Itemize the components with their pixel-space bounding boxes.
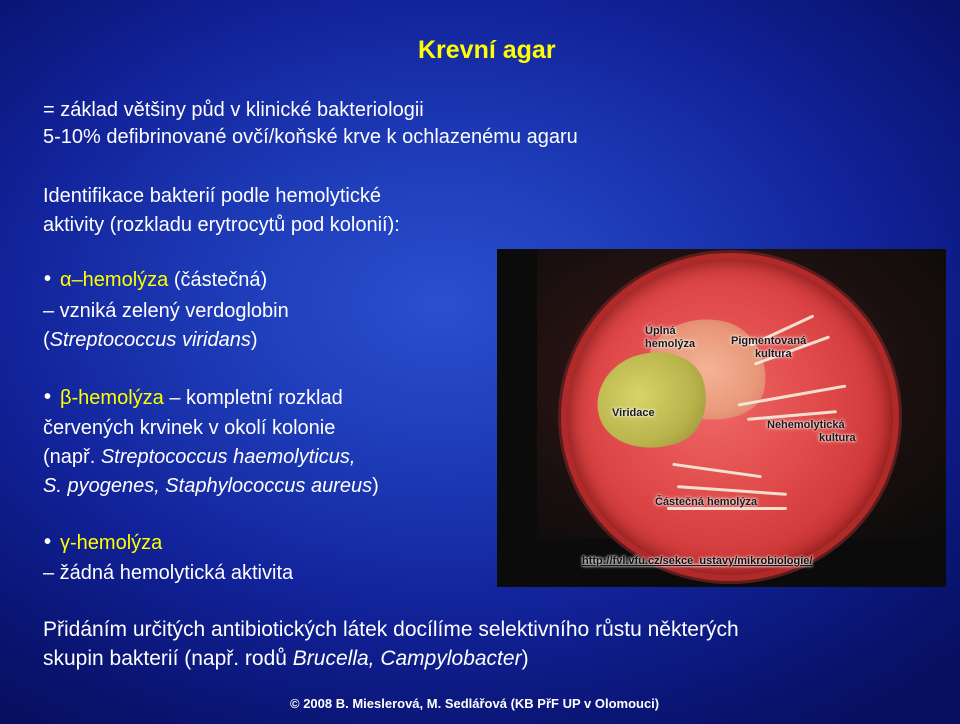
- beta-heading: [60, 386, 343, 410]
- label-uplna: Úplná hemolýza: [645, 325, 696, 350]
- alpha-name: α–hemolýza: [60, 269, 169, 291]
- bullet-gamma: •: [44, 531, 52, 553]
- gamma-heading: [60, 531, 162, 555]
- beta-line-4: S. pyogenes, Staphylococcus aureus): [43, 475, 379, 497]
- gamma-line-2: – žádná hemolytická aktivita: [43, 562, 294, 584]
- gamma-name: γ-hemolýza: [60, 532, 163, 554]
- source-url[interactable]: http://fvl.vfu.cz/sekce_ustavy/mikrobiologie/: [582, 555, 813, 567]
- conclusion-line-2: skupin bakterií (např. rodů Brucella, Campylobacter): [43, 647, 529, 670]
- alpha-qualifier: (částečná): [168, 269, 268, 291]
- identification-line-1: Identifikace bakterií podle hemolytické: [43, 185, 381, 207]
- slide-title: Krevní agar: [418, 36, 556, 64]
- beta-line-2: červených krvinek v okolí kolonie: [43, 417, 336, 439]
- label-viridace: Viridace: [612, 407, 655, 419]
- alpha-line-2: – vzniká zelený verdoglobin: [43, 300, 289, 322]
- bullet-alpha: •: [44, 268, 52, 290]
- alpha-line-3: (Streptococcus viridans): [43, 329, 258, 351]
- conclusion-line-1: Přidáním určitých antibiotických látek docílíme selektivního růstu některých: [43, 618, 739, 641]
- alpha-heading: [60, 268, 267, 292]
- beta-rest: – kompletní rozklad: [163, 387, 343, 409]
- label-pigment: Pigmentovaná kultura: [731, 335, 807, 360]
- beta-line-3: (např. Streptococcus haemolyticus,: [43, 446, 356, 468]
- blood-agar-photo: [497, 249, 946, 587]
- intro-line-1: = základ většiny půd v klinické bakteriologii: [43, 99, 424, 121]
- copyright-footer: © 2008 B. Mieslerová, M. Sedlářová (KB PřF UP v Olomouci): [290, 696, 660, 711]
- bullet-beta: •: [44, 386, 52, 408]
- identification-line-2: aktivity (rozkladu erytrocytů pod kolonií):: [43, 214, 400, 236]
- intro-line-2: 5-10% defibrinované ovčí/koňské krve k ochlazenému agaru: [43, 126, 578, 148]
- beta-species-1: Streptococcus haemolyticus,: [100, 446, 356, 468]
- beta-name: β-hemolýza: [60, 387, 164, 409]
- alpha-species: Streptococcus viridans: [49, 329, 251, 351]
- beta-species-2: S. pyogenes, Staphylococcus aureus: [43, 475, 373, 497]
- conclusion-genera: Brucella, Campylobacter: [292, 647, 522, 670]
- label-nehemo: Nehemolytická kultura: [767, 419, 856, 444]
- label-castecna: Částečná hemolýza: [655, 496, 758, 508]
